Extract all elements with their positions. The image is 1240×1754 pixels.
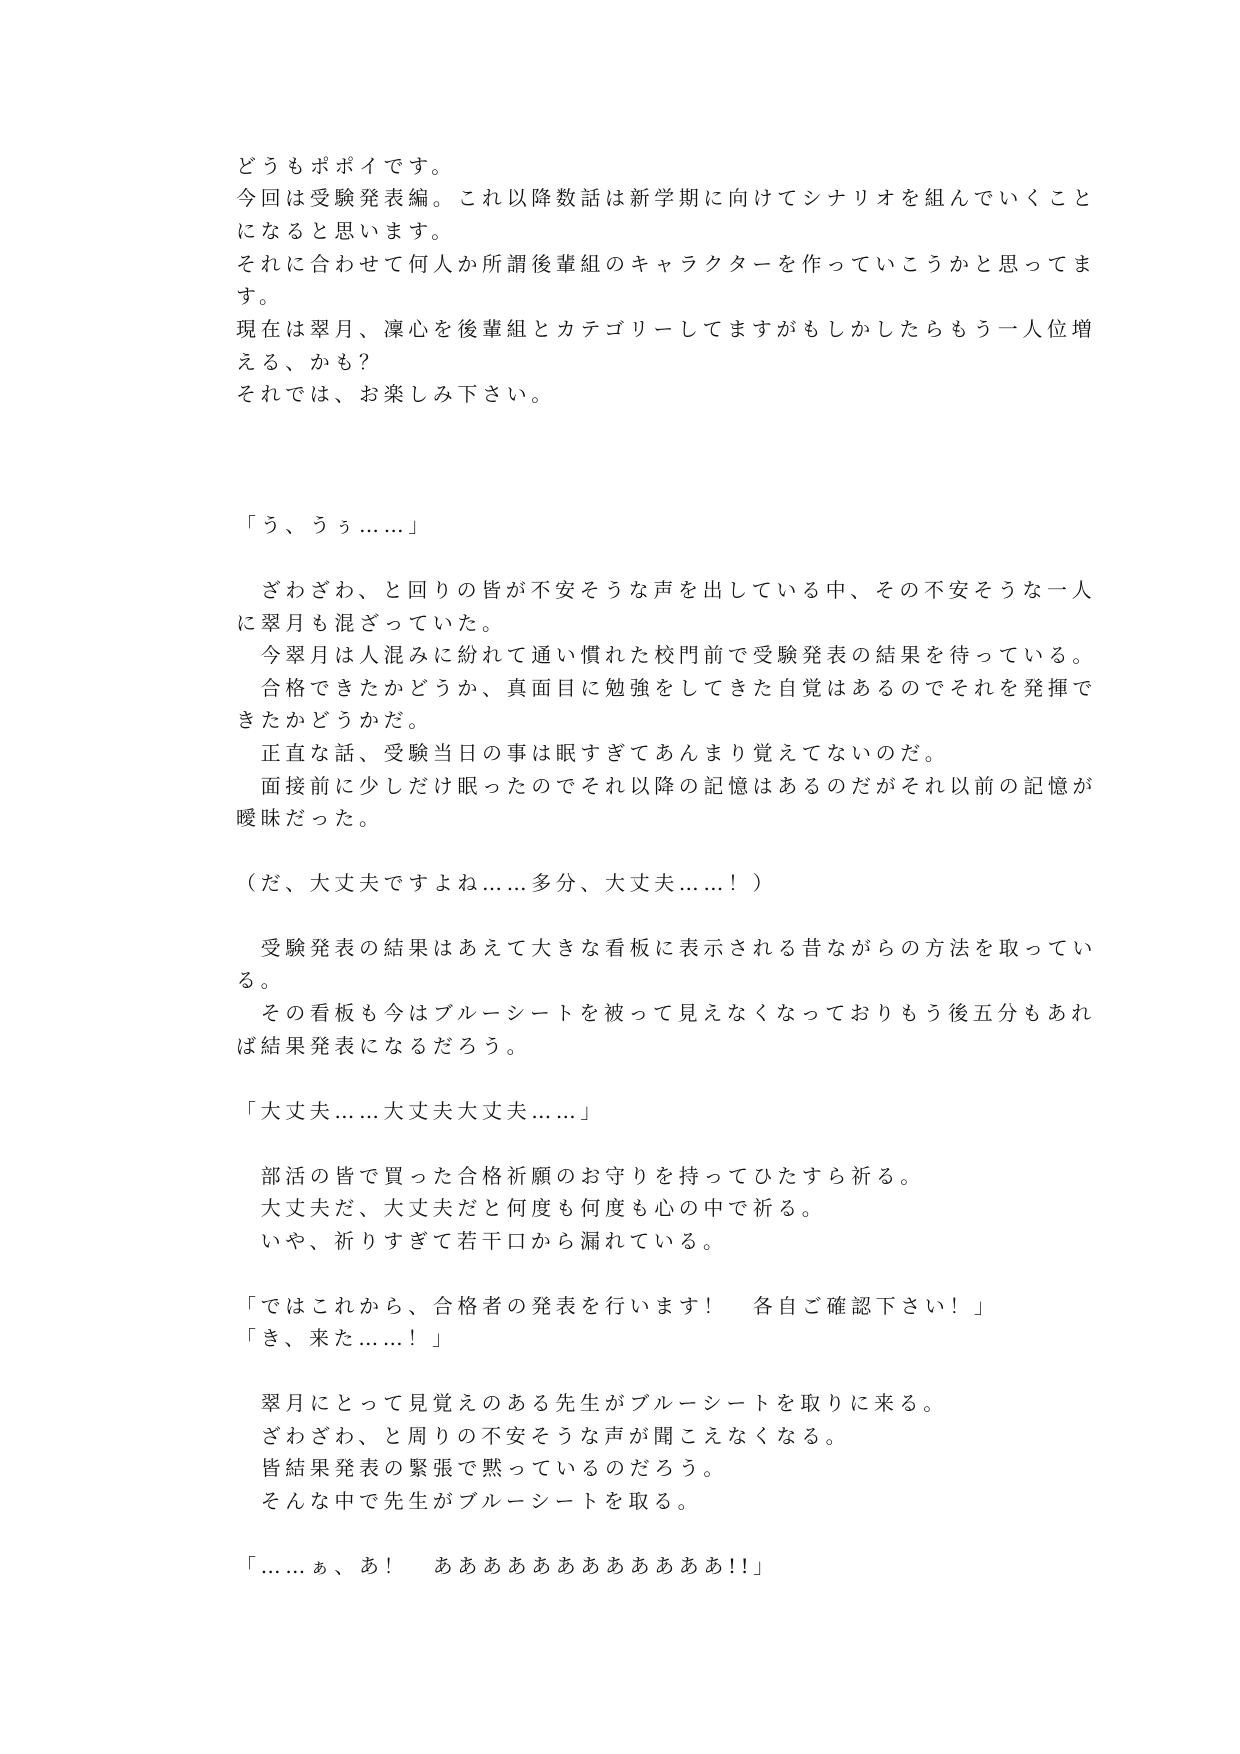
narration-line: 面接前に少しだけ眠ったのでそれ以降の記憶はあるのだがそれ以前の記憶が (236, 774, 1097, 798)
dialogue-line: （だ、大丈夫ですよね……多分、大丈夫……！） (236, 871, 778, 895)
narration-line: そんな中で先生がブルーシートを取る。 (236, 1489, 703, 1513)
narration-line: その看板も今はブルーシートを被って見えなくなっておりもう後五分もあれ (236, 1001, 1096, 1025)
narration-line: 皆結果発表の緊張で黙っているのだろう。 (236, 1456, 728, 1480)
preface-line: それでは、お楽しみ下さい。 (236, 382, 556, 406)
narration-line: ば結果発表になるだろう。 (236, 1034, 532, 1058)
narration-line: ざわざわ、と周りの不安そうな声が聞こえなくなる。 (236, 1424, 851, 1448)
narration-line: 合格できたかどうか、真面目に勉強をしてきた自覚はあるのでそれを発揮で (236, 676, 1097, 700)
narration-line: に翠月も混ざっていた。 (236, 611, 507, 635)
narration-line: る。 (236, 968, 286, 992)
narration-line: いや、祈りすぎて若干口から漏れている。 (236, 1229, 728, 1253)
narration-line: 今翠月は人混みに紛れて通い慣れた校門前で受験発表の結果を待っている。 (236, 643, 1097, 667)
narration-line: ざわざわ、と回りの皆が不安そうな声を出している中、その不安そうな一人 (236, 578, 1097, 602)
narration-line: きたかどうかだ。 (236, 708, 433, 732)
dialogue-line: 「大丈夫……大丈夫大丈夫……」 (236, 1099, 605, 1123)
preface-line: 現在は翠月、凜心を後輩組とカテゴリーしてますがもしかしたらもう一人位増 (236, 317, 1097, 341)
narration-line: 部活の皆で買った合格祈願のお守りを持ってひたすら祈る。 (236, 1164, 925, 1188)
preface-line: える、かも？ (236, 350, 384, 374)
narration-line: 正直な話、受験当日の事は眠すぎてあんまり覚えてないのだ。 (236, 741, 950, 765)
narration-line: 翠月にとって見覚えのある先生がブルーシートを取りに来る。 (236, 1391, 948, 1415)
preface-line: それに合わせて何人か所謂後輩組のキャラクターを作っていこうかと思ってま (236, 252, 1097, 276)
preface-line: す。 (236, 284, 284, 308)
dialogue-line: 「ではこれから、合格者の発表を行います！ 各自ご確認下さい！」 (236, 1294, 999, 1318)
preface-line: 今回は受験発表編。これ以降数話は新学期に向けてシナリオを組んでいくこと (236, 186, 1097, 210)
narration-line: 曖昧だった。 (236, 806, 384, 830)
dialogue-line: 「う、うぅ……」 (236, 513, 433, 537)
preface-line: どうもポポイです。 (236, 154, 456, 178)
dialogue-line: 「き、来た……！」 (236, 1326, 457, 1350)
dialogue-line: 「……ぁ、あ！ ああああああああああああ!!」 (236, 1554, 778, 1578)
preface-line: になると思います。 (236, 219, 456, 243)
narration-line: 受験発表の結果はあえて大きな看板に表示される昔ながらの方法を取ってい (236, 936, 1097, 960)
narration-line: 大丈夫だ、大丈夫だと何度も何度も心の中で祈る。 (236, 1196, 827, 1220)
